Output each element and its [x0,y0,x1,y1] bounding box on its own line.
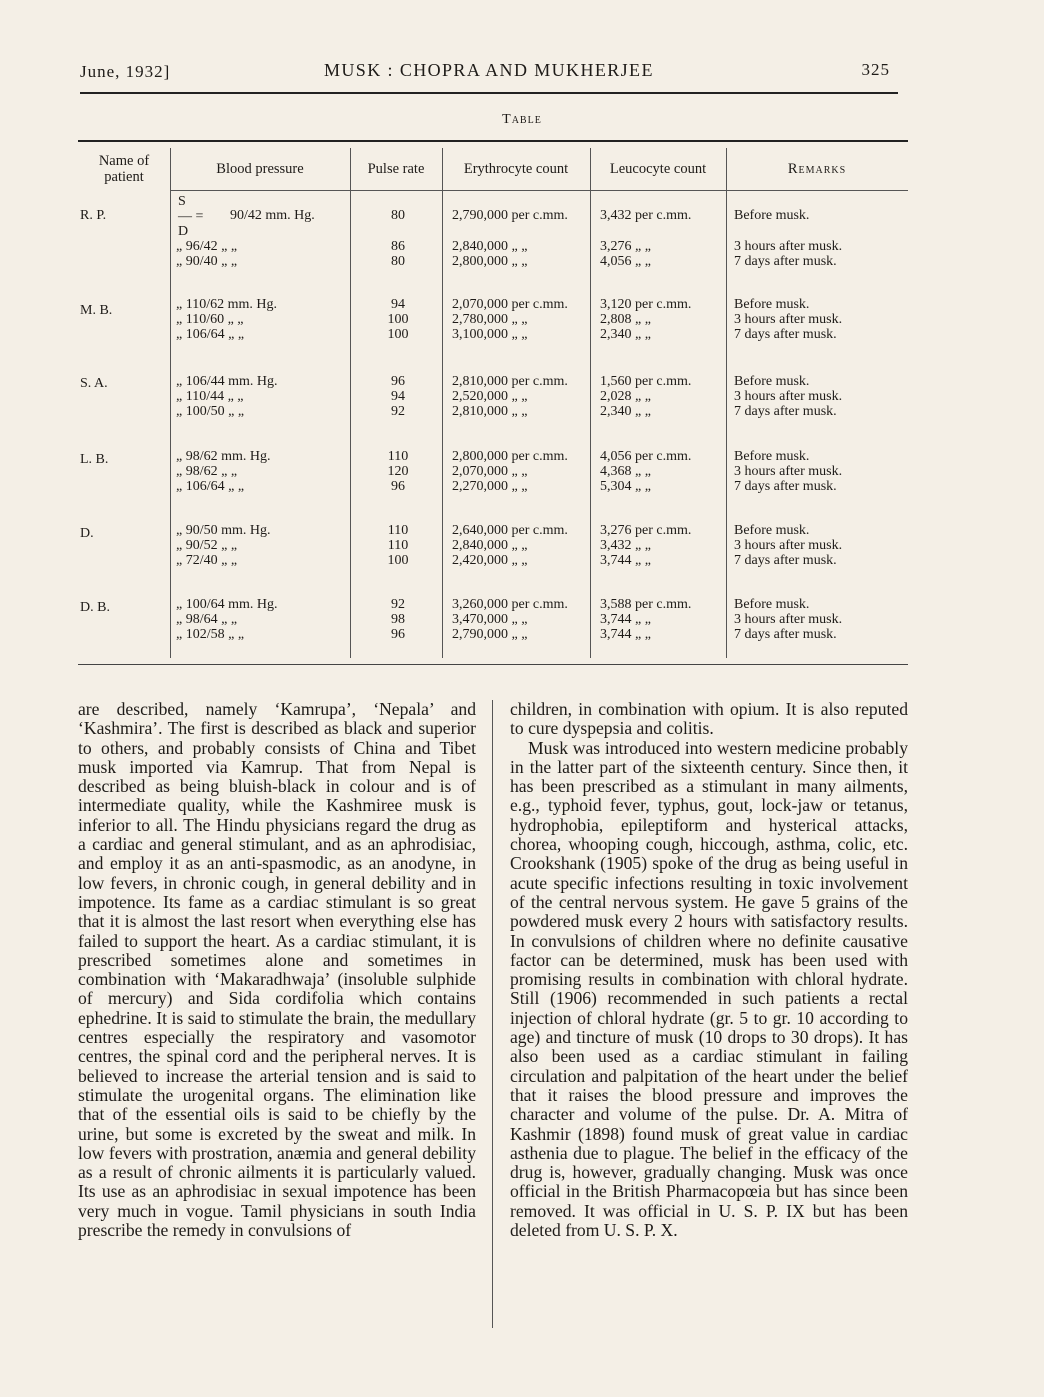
patient-name: R. P. [80,208,107,223]
leucocyte-value: 3,276 „ „ [600,239,651,254]
bp-value: „ 98/62 „ „ [176,464,238,479]
patient-group [78,208,908,269]
right-text-column [510,700,908,1340]
header-blood-pressure: Blood pressure [216,161,304,177]
erythrocyte-value: 2,420,000 „ „ [452,553,528,568]
erythrocyte-value: 3,470,000 „ „ [452,612,528,627]
header-name-of-patient: Name of patient [98,153,150,185]
pulse-value: 110 [387,449,409,464]
paragraph: Musk was introduced into western medicine probably in the latter part of the sixteenth century. Since then, it has been prescribed as a stimulant in many ailments, e.g., typhoid fever, typhus, gout, lock-jaw or tetanus, hydrophobia, epileptiform and hysterical attacks, chorea, whooping cough, hiccough, asthma, colic, etc. Crookshank (1905) spoke of the drug as being useful in acute specific infections resulting in toxic involvement of the central nervous system. He gave 5 grains of the powdered musk every 2 hours with satisfactory results. In convulsions of children where no definite causative factor can be determined, musk has been used with promising results in combination with chloral hydrate. Still (1906) recommended in such patients a rectal injection of chloral hydrate (gr. 5 to gr. 10 according to age) and tincture of musk (10 drops to 30 drops). It has also been used as a cardiac stimulant in failing circulation and palpitation of the heart under the belief that it raises the blood pressure and improves the character and volume of the pulse. Dr. A. Mitra of Kashmir (1898) found musk of great value in cardiac asthenia due to plague. The belief in the efficacy of the drug is, however, gradually changing. Musk was once official in the British Pharmacopœia but has since been removed. It was official in U. S. P. IX but has been deleted from U. S. P. X. [510,737,908,1241]
erythrocyte-value: 2,810,000 per c.mm. [452,374,568,389]
bp-value: „ 102/58 „ „ [176,627,245,642]
pulse-value: 100 [387,553,409,568]
leucocyte-value: 5,304 „ „ [600,479,651,494]
leucocyte-value: 3,744 „ „ [600,627,651,642]
remark: 7 days after musk. [734,479,837,494]
remark: Before musk. [734,523,810,538]
erythrocyte-value: 2,790,000 per c.mm. [452,208,568,223]
erythrocyte-value: 2,790,000 „ „ [452,627,528,642]
remark: 7 days after musk. [734,327,837,342]
erythrocyte-value: 2,780,000 „ „ [452,312,528,327]
pulse-value: 86 [391,239,405,254]
remark: 7 days after musk. [734,553,837,568]
paragraph: are described, namely ‘Kamrupa’, ‘Nepala’ and ‘Kashmira’. The first is described as black and superior to others, and probably consists of China and Tibet musk imported via Kamrup. That from Nepal is described as being bluish-black in colour and is of intermediate quality, while the Kashmiree musk is inferior to all. The Hindu physicians regard the drug as a cardiac and general stimulant, and as an aphrodisiac, and employ it as an anti-spasmodic, as an anodyne, in low fevers, in chronic cough, in general debility and in impotence. Its fame as a cardiac stimulant is so great that it is almost the last resort when everything else has failed to support the heart. As a cardiac stimulant, it is prescribed sometimes alone and sometimes in combination with ‘Makaradhwaja’ (insoluble sulphide of mercury) and Sida cordifolia which contains ephedrine. It is said to stimulate the brain, the medullary centres especially the respiratory and vasomotor centres, the spinal cord and the peripheral nerves. It is believed to increase the arterial tension and is said to stimulate the urogenital organs. The elimination like that of the essential oils is said to be chiefly by the urine, but some is excreted by the sweat and milk. In low fevers with prostration, anæmia and general debility as a result of chronic ailments it is particularly valued. Its use as an aphrodisiac in sexual impotence has been very much in vogue. Tamil physicians in south India prescribe the remedy in convulsions of [78,699,476,1241]
pulse-value: 100 [387,327,409,342]
pulse-value: 92 [391,404,405,419]
bp-value: „ 110/60 „ „ [176,312,244,327]
paragraph: children, in combination with opium. It is also reputed to cure dyspepsia and colitis. [510,699,908,739]
remark: 7 days after musk. [734,404,837,419]
erythrocyte-value: 3,260,000 per c.mm. [452,597,568,612]
erythrocyte-value: 2,270,000 „ „ [452,479,528,494]
patient-group [78,449,908,499]
leucocyte-value: 3,588 per c.mm. [600,597,692,612]
table-caption: Table [502,112,542,127]
running-header [80,60,898,86]
issue-date: June, 1932] [80,62,171,81]
leucocyte-value: 3,432 per c.mm. [600,208,692,223]
pulse-value: 92 [391,597,405,612]
bp-value: „ 110/44 „ „ [176,389,244,404]
patient-name: D. B. [80,600,110,615]
header-pulse-rate: Pulse rate [367,161,425,177]
erythrocyte-value: 2,800,000 per c.mm. [452,449,568,464]
remark: 3 hours after musk. [734,389,843,404]
leucocyte-value: 2,340 „ „ [600,327,651,342]
bp-value: „ 98/64 „ „ [176,612,238,627]
systolic-diastolic-label: S — = D [178,194,204,239]
leucocyte-value: 4,056 per c.mm. [600,449,692,464]
leucocyte-value: 4,368 „ „ [600,464,651,479]
remark: Before musk. [734,374,810,389]
patient-name: S. A. [80,376,108,391]
erythrocyte-value: 2,800,000 „ „ [452,254,528,269]
pulse-value: 96 [391,374,405,389]
bp-value: „ 96/42 „ „ [176,239,238,254]
leucocyte-value: 1,560 per c.mm. [600,374,692,389]
header-remarks: Remarks [787,161,847,177]
erythrocyte-value: 2,520,000 „ „ [452,389,528,404]
bp-value: „ 90/40 „ „ [176,254,238,269]
patient-name: D. [80,526,94,541]
header-erythrocyte-count: Erythrocyte count [463,161,569,177]
header-rule [80,92,898,94]
pulse-value: 100 [387,312,409,327]
erythrocyte-value: 2,070,000 „ „ [452,464,528,479]
remark: 3 hours after musk. [734,464,843,479]
bp-value: 90/42 mm. Hg. [230,208,315,223]
bp-value: „ 100/50 „ „ [176,404,245,419]
pulse-value: 94 [391,389,405,404]
remark: 7 days after musk. [734,254,837,269]
bp-value: „ 98/62 mm. Hg. [176,449,271,464]
pulse-value: 80 [391,254,405,269]
data-table [78,140,908,665]
remark: Before musk. [734,449,810,464]
remark: 7 days after musk. [734,627,837,642]
leucocyte-value: 3,276 per c.mm. [600,523,692,538]
erythrocyte-value: 3,100,000 „ „ [452,327,528,342]
bp-value: „ 90/50 mm. Hg. [176,523,271,538]
erythrocyte-value: 2,840,000 „ „ [452,239,528,254]
column-divider [492,700,493,1328]
leucocyte-value: 3,744 „ „ [600,612,651,627]
remark: 3 hours after musk. [734,538,843,553]
leucocyte-value: 3,744 „ „ [600,553,651,568]
patient-group [78,297,908,347]
bp-value: „ 90/52 „ „ [176,538,238,553]
bp-value: „ 110/62 mm. Hg. [176,297,277,312]
pulse-value: 110 [387,523,409,538]
bp-value: „ 106/64 „ „ [176,327,245,342]
remark: 3 hours after musk. [734,612,843,627]
pulse-value: 96 [391,479,405,494]
pulse-value: 94 [391,297,405,312]
article-running-title: MUSK : CHOPRA AND MUKHERJEE [324,60,654,80]
leucocyte-value: 3,432 „ „ [600,538,651,553]
pulse-value: 110 [387,538,409,553]
header-leucocyte-count: Leucocyte count [609,161,707,177]
leucocyte-value: 2,340 „ „ [600,404,651,419]
remark: 3 hours after musk. [734,239,843,254]
pulse-value: 80 [391,208,405,223]
header-rule [170,190,908,191]
patient-group [78,597,908,647]
patient-name: L. B. [80,452,109,467]
pulse-value: 98 [391,612,405,627]
remark: 3 hours after musk. [734,312,843,327]
erythrocyte-value: 2,810,000 „ „ [452,404,528,419]
left-text-column [78,700,476,1340]
bp-value: „ 106/64 „ „ [176,479,245,494]
leucocyte-value: 2,808 „ „ [600,312,651,327]
remark: Before musk. [734,208,810,223]
leucocyte-value: 3,120 per c.mm. [600,297,692,312]
erythrocyte-value: 2,070,000 per c.mm. [452,297,568,312]
pulse-value: 120 [387,464,409,479]
remark: Before musk. [734,597,810,612]
patient-group [78,523,908,573]
erythrocyte-value: 2,840,000 „ „ [452,538,528,553]
leucocyte-value: 4,056 „ „ [600,254,651,269]
patient-name: M. B. [80,303,113,318]
pulse-value: 96 [391,627,405,642]
bp-value: „ 106/44 mm. Hg. [176,374,278,389]
bp-value: „ 72/40 „ „ [176,553,238,568]
patient-group [78,374,908,424]
page-number: 325 [861,60,890,79]
bp-value: „ 100/64 mm. Hg. [176,597,278,612]
leucocyte-value: 2,028 „ „ [600,389,651,404]
erythrocyte-value: 2,640,000 per c.mm. [452,523,568,538]
remark: Before musk. [734,297,810,312]
